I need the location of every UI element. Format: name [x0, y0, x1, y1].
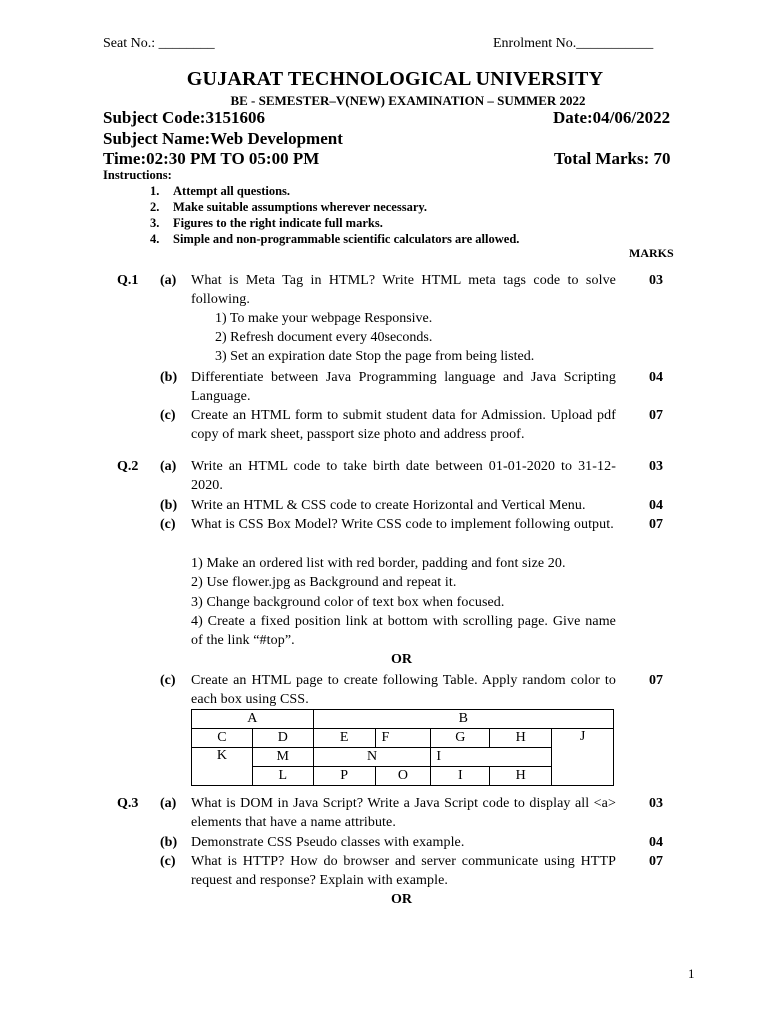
table-cell: I: [431, 748, 552, 767]
list-item: 1) To make your webpage Responsive.: [215, 311, 433, 326]
table-cell: N: [313, 748, 431, 767]
question-marks: 04: [649, 498, 663, 513]
question-marks: 03: [649, 796, 663, 811]
or-separator: OR: [391, 892, 412, 907]
question-number: Q.2: [117, 459, 139, 474]
question-marks: 04: [649, 835, 663, 850]
subquestion-label: (b): [160, 498, 178, 513]
subquestion-label: (c): [160, 517, 176, 532]
table-cell: B: [313, 710, 613, 729]
subquestion-label: (c): [160, 854, 176, 869]
list-item: 4) Create a fixed position link at bottom with scrolling page. Give name of the link “#top”.: [191, 614, 616, 649]
table-cell: J: [552, 729, 614, 786]
exam-time: Time:02:30 PM TO 05:00 PM: [103, 149, 320, 168]
table-cell: H: [490, 767, 552, 786]
exam-date: Date:04/06/2022: [553, 108, 671, 127]
instruction-number: 1.: [150, 184, 160, 198]
table-cell: K: [192, 748, 253, 786]
question-text: What is DOM in Java Script? Write a Java Script code to display all <a> elements that have a name attribute.: [191, 796, 616, 831]
question-marks: 07: [649, 854, 663, 869]
subquestion-label: (b): [160, 370, 178, 385]
question-text: Differentiate between Java Programming language and Java Scripting Language.: [191, 370, 616, 405]
subject-code: Subject Code:3151606: [103, 108, 265, 127]
table-cell: D: [252, 729, 313, 748]
subject-name: Subject Name:Web Development: [103, 129, 343, 148]
question-text: Write an HTML code to take birth date between 01-01-2020 to 31-12-2020.: [191, 459, 616, 494]
question-marks: 03: [649, 273, 663, 288]
question-text: What is Meta Tag in HTML? Write HTML meta tags code to solve following.: [191, 273, 616, 308]
subquestion-label: (a): [160, 273, 177, 288]
list-item: 2) Refresh document every 40seconds.: [215, 330, 433, 345]
subquestion-label: (c): [160, 408, 176, 423]
table-cell: C: [192, 729, 253, 748]
or-separator: OR: [391, 652, 412, 667]
table-cell: F: [375, 729, 431, 748]
question-text: What is CSS Box Model? Write CSS code to implement following output.: [191, 517, 614, 532]
table-cell: P: [313, 767, 375, 786]
question-text: Demonstrate CSS Pseudo classes with example.: [191, 835, 465, 850]
seat-number-field: Seat No.: ________: [103, 36, 215, 51]
question-marks: 03: [649, 459, 663, 474]
instructions-label: Instructions:: [103, 168, 172, 182]
table-cell: L: [252, 767, 313, 786]
question-marks: 07: [649, 673, 663, 688]
question-number: Q.3: [117, 796, 139, 811]
instruction-number: 3.: [150, 216, 160, 230]
question-text: What is HTTP? How do browser and server communicate using HTTP request and response? Explain with example.: [191, 854, 616, 889]
instruction-text: Make suitable assumptions wherever necessary.: [173, 200, 428, 214]
table-cell: E: [313, 729, 375, 748]
sample-table: [191, 709, 614, 786]
list-item: 1) Make an ordered list with red border, padding and font size 20.: [191, 556, 566, 571]
question-text: Write an HTML & CSS code to create Horizontal and Vertical Menu.: [191, 498, 586, 513]
list-item: 3) Change background color of text box when focused.: [191, 595, 505, 610]
table-cell: H: [490, 729, 552, 748]
table-cell: O: [375, 767, 431, 786]
enrolment-number-field: Enrolment No.___________: [493, 36, 654, 51]
table-cell: I: [431, 767, 490, 786]
instruction-text: Attempt all questions.: [173, 184, 291, 198]
instruction-text: Simple and non-programmable scientific calculators are allowed.: [173, 232, 520, 246]
subquestion-label: (a): [160, 796, 177, 811]
instruction-text: Figures to the right indicate full marks.: [173, 216, 383, 230]
table-cell: A: [192, 710, 314, 729]
university-title: GUJARAT TECHNOLOGICAL UNIVERSITY: [186, 68, 604, 90]
subquestion-label: (a): [160, 459, 177, 474]
list-item: 3) Set an expiration date Stop the page from being listed.: [215, 349, 535, 364]
question-marks: 07: [649, 517, 663, 532]
marks-column-header: MARKS: [629, 246, 674, 260]
question-marks: 07: [649, 408, 663, 423]
total-marks: Total Marks: 70: [554, 149, 671, 168]
instruction-number: 2.: [150, 200, 160, 214]
question-number: Q.1: [117, 273, 139, 288]
instruction-number: 4.: [150, 232, 160, 246]
question-marks: 04: [649, 370, 663, 385]
table-cell: G: [431, 729, 490, 748]
exam-title: BE - SEMESTER–V(NEW) EXAMINATION – SUMMER 2022: [230, 93, 586, 108]
question-text: Create an HTML page to create following Table. Apply random color to each box using CSS.: [191, 673, 616, 708]
subquestion-label: (b): [160, 835, 178, 850]
subquestion-label: (c): [160, 673, 176, 688]
list-item: 2) Use flower.jpg as Background and repeat it.: [191, 575, 457, 590]
question-text: Create an HTML form to submit student data for Admission. Upload pdf copy of mark sheet, passport size photo and address proof.: [191, 408, 616, 443]
page-number: 1: [688, 966, 695, 981]
table-cell: M: [252, 748, 313, 767]
